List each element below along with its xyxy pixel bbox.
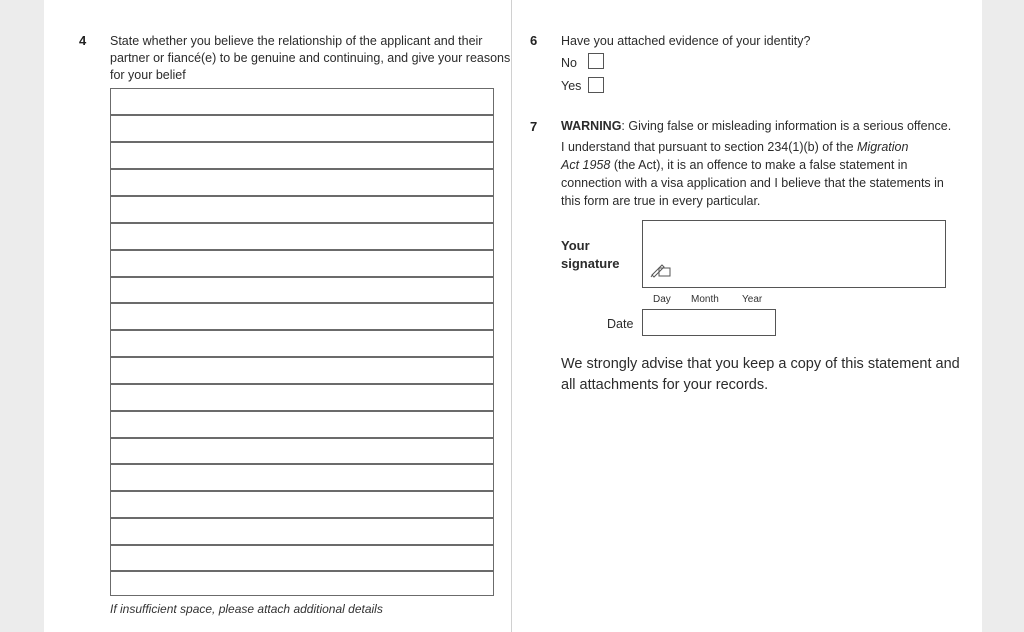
column-divider bbox=[511, 0, 512, 632]
declaration-line-4: this form are true in every particular. bbox=[561, 194, 761, 208]
question-4-text-line-2: partner or fiancé(e) to be genuine and continuing, and give your reasons bbox=[110, 51, 511, 65]
date-month-label: Month bbox=[691, 294, 719, 305]
writing-line bbox=[111, 544, 493, 546]
declaration-line-3: connection with a visa application and I believe that the statements in bbox=[561, 176, 944, 190]
advice-line-1: We strongly advise that you keep a copy of this statement and bbox=[561, 356, 960, 372]
writing-line bbox=[111, 276, 493, 278]
warning-text: : Giving false or misleading information is a serious offence. bbox=[621, 119, 952, 133]
writing-line bbox=[111, 249, 493, 251]
question-4-text-line-3: for your belief bbox=[110, 68, 186, 82]
option-yes-checkbox[interactable] bbox=[588, 77, 604, 93]
writing-line bbox=[111, 356, 493, 358]
question-7-number: 7 bbox=[530, 119, 538, 134]
question-6-number: 6 bbox=[530, 33, 538, 48]
writing-line bbox=[111, 437, 493, 439]
signature-label-line-2: signature bbox=[561, 256, 620, 271]
option-no-checkbox[interactable] bbox=[588, 53, 604, 69]
warning-line bbox=[561, 118, 951, 135]
writing-line bbox=[111, 302, 493, 304]
signature-label-line-1: Your bbox=[561, 238, 590, 253]
writing-line bbox=[111, 195, 493, 197]
question-6-text: Have you attached evidence of your identity? bbox=[561, 34, 811, 48]
writing-line bbox=[111, 517, 493, 519]
question-4-text-line-1: State whether you believe the relationship of the applicant and their bbox=[110, 34, 483, 48]
writing-line bbox=[111, 383, 493, 385]
advice-line-2: all attachments for your records. bbox=[561, 377, 769, 393]
writing-line bbox=[111, 329, 493, 331]
signature-box[interactable] bbox=[642, 220, 946, 288]
option-yes-label: Yes bbox=[561, 79, 582, 93]
writing-line bbox=[111, 222, 493, 224]
writing-line bbox=[111, 168, 493, 170]
insufficient-space-note: If insufficient space, please attach additional details bbox=[110, 602, 383, 616]
date-day-label: Day bbox=[653, 294, 671, 305]
declaration-line-2 bbox=[561, 157, 908, 174]
writing-line bbox=[111, 410, 493, 412]
pen-icon bbox=[650, 262, 672, 278]
reasons-writing-area[interactable] bbox=[110, 88, 494, 596]
writing-line bbox=[111, 114, 493, 116]
question-4-number: 4 bbox=[79, 33, 87, 48]
declaration-line-1 bbox=[561, 139, 908, 156]
option-no-label: No bbox=[561, 56, 577, 70]
declaration-text: (the Act), it is an offence to make a false statement in bbox=[610, 158, 908, 172]
warning-label: WARNING bbox=[561, 119, 622, 133]
writing-line bbox=[111, 463, 493, 465]
declaration-text: I understand that pursuant to section 234(1)(b) of the bbox=[561, 140, 858, 154]
advice-text bbox=[561, 354, 961, 396]
act-name-part-2: Act 1958 bbox=[561, 158, 611, 172]
act-name-part-1: Migration bbox=[857, 140, 909, 154]
date-year-label: Year bbox=[742, 294, 763, 305]
writing-line bbox=[111, 490, 493, 492]
writing-line bbox=[111, 570, 493, 572]
writing-line bbox=[111, 141, 493, 143]
date-label: Date bbox=[607, 317, 634, 331]
date-input[interactable] bbox=[642, 309, 776, 336]
